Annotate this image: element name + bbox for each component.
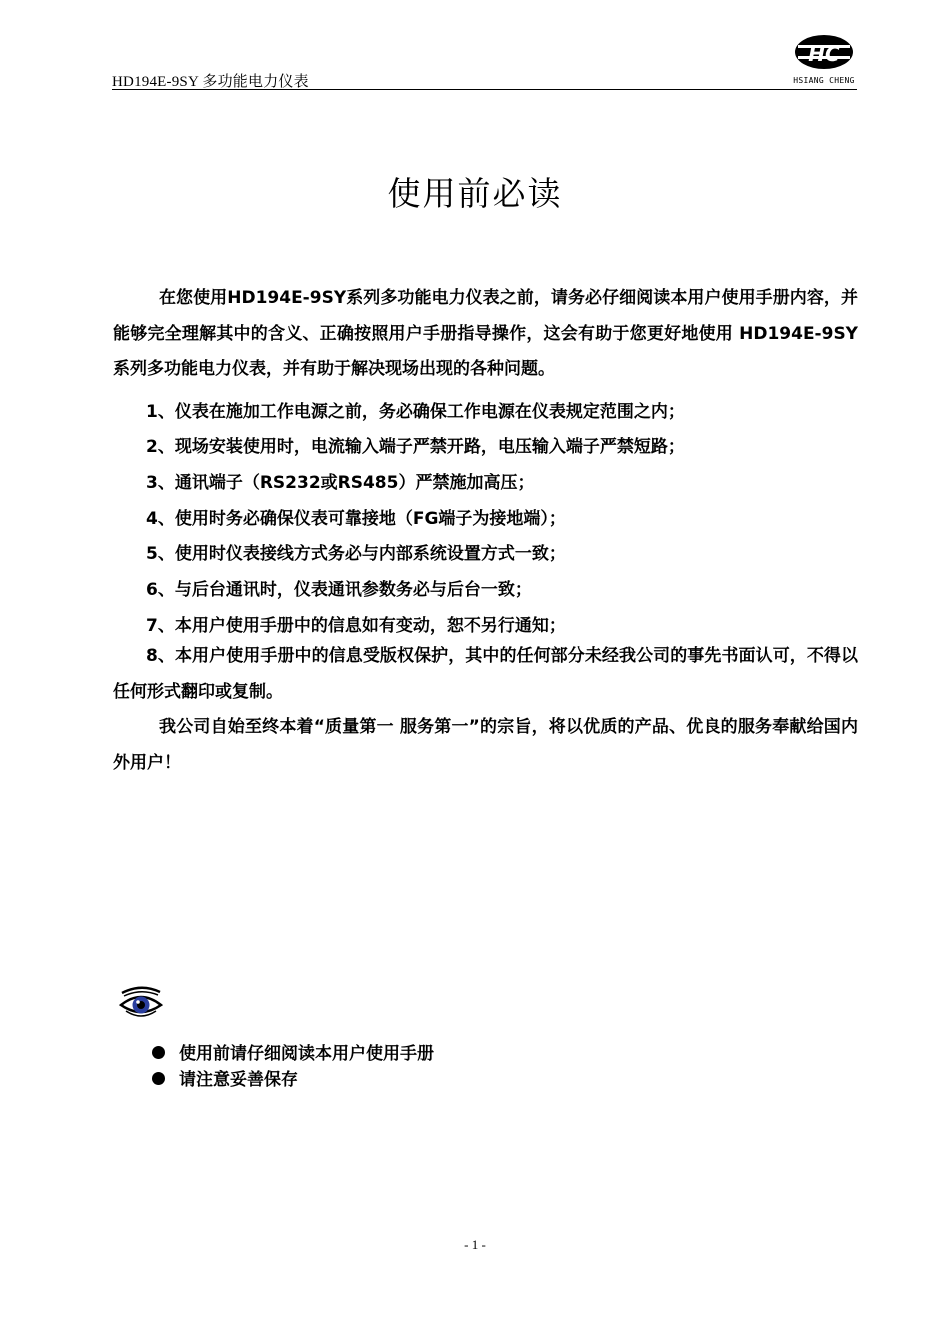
header-divider bbox=[112, 89, 857, 90]
notice-bullet-1 bbox=[152, 1039, 434, 1064]
notice-bullet-text: 使用前请仔细阅读本用户使用手册 bbox=[179, 1044, 434, 1064]
logo-mark: HC bbox=[808, 42, 840, 66]
notice-item-6: 6、与后台通讯时，仪表通讯参数务必与后台一致； bbox=[146, 580, 532, 600]
page-number: - 1 - bbox=[464, 1237, 486, 1252]
notice-bullet-2 bbox=[152, 1065, 298, 1090]
bullet-icon bbox=[152, 1046, 165, 1059]
page-title: 使用前必读 bbox=[387, 174, 563, 213]
eye-icon bbox=[118, 983, 164, 1023]
notice-bullet-text: 请注意妥善保存 bbox=[179, 1070, 298, 1090]
notice-item-1: 1、仪表在施加工作电源之前，务必确保工作电源在仪表规定范围之内； bbox=[146, 402, 685, 422]
notice-item-5: 5、使用时仪表接线方式务必与内部系统设置方式一致； bbox=[146, 544, 566, 564]
logo-caption: HSIANG CHENG bbox=[793, 76, 855, 85]
notice-item-7: 7、本用户使用手册中的信息如有变动，恕不另行通知； bbox=[146, 616, 566, 636]
notice-item-4: 4、使用时务必确保仪表可靠接地（FG端子为接地端）； bbox=[146, 509, 566, 529]
intro-paragraph: 在您使用HD194E-9SY系列多功能电力仪表之前，请务必仔细阅读本用户使用手册内容，并能够完全理解其中的含义、正确按照用户手册指导操作，这会有助于您更好地使用 HD194E-9SY系列多功能电力仪表，并有助于解决现场出现的各种问题。 bbox=[113, 288, 858, 379]
bullet-icon bbox=[152, 1072, 165, 1085]
closing-paragraph: 我公司自始至终本着“质量第一 服务第一”的宗旨，将以优质的产品、优良的服务奉献给国内外用户！ bbox=[113, 717, 858, 773]
notice-item-3: 3、通讯端子（RS232或RS485）严禁施加高压； bbox=[146, 473, 535, 493]
notice-item-8: 8、本用户使用手册中的信息受版权保护，其中的任何部分未经我公司的事先书面认可，不得以任何形式翻印或复制。 bbox=[113, 646, 858, 702]
document-model-title: HD194E-9SY 多功能电力仪表 bbox=[112, 74, 309, 90]
notice-item-2: 2、现场安装使用时，电流输入端子严禁开路，电压输入端子严禁短路； bbox=[146, 437, 685, 457]
